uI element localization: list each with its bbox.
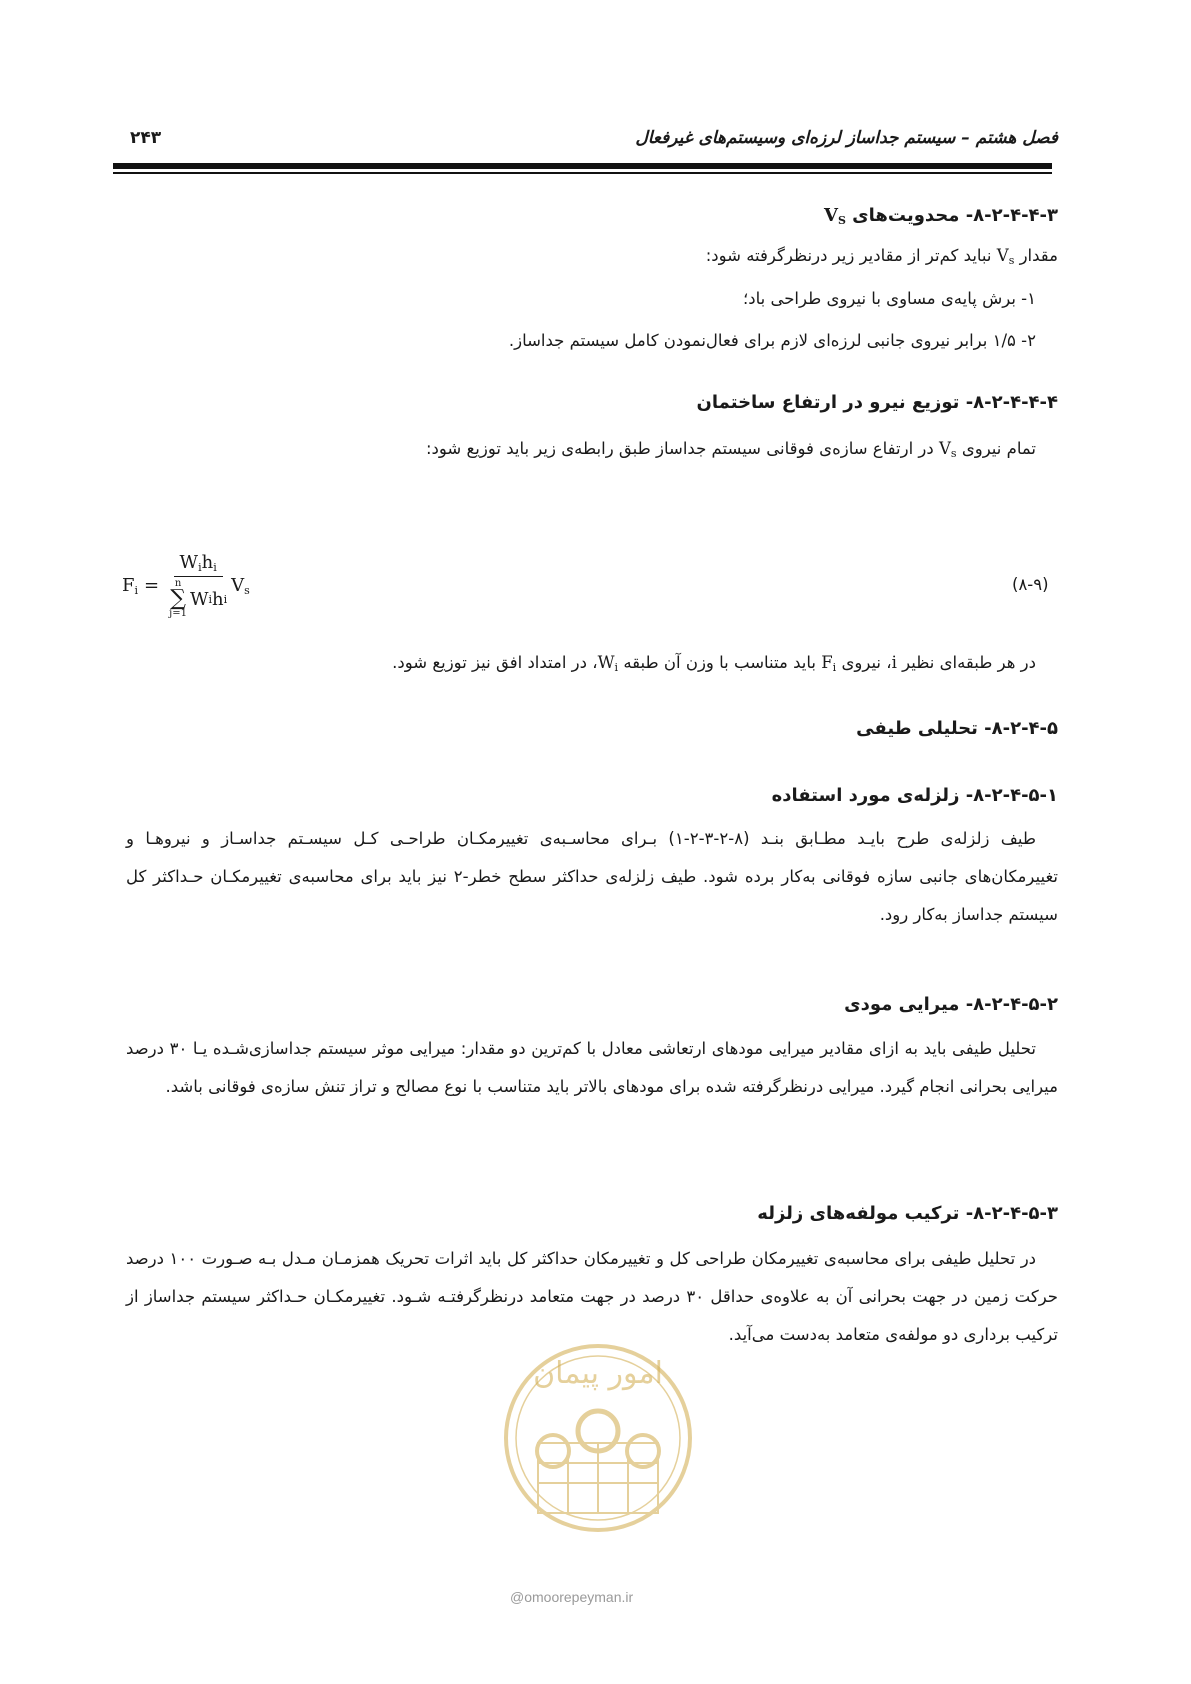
header-rule-thin xyxy=(113,172,1052,174)
paragraph-earthquake-used: طیف زلزله‌ی طرح بایـد مطـابق بنـد (۸-۲-۳-۲-۱) بـرای محاسـبه‌ی تغییرمکـان طراحـی کـل سیسـتم جداسـاز و نیروهـا و تغییرمکان‌های جانبی سازه فوقانی به‌کار برده شود. طیف زلزله‌ی حداکثر سطح خطر-۲ نیز باید برای محاسبه‌ی تغییرمکـان حـداکثر کل سیستم جداساز به‌کار رود. xyxy=(126,829,1059,924)
heading-vs-limits: ۸-۲-۴-۴-۳- محدویت‌های $V_S$ xyxy=(823,205,1058,227)
paragraph-modal-damping: تحلیل طیفی باید به ازای مقادیر میرایی مودهای ارتعاشی معادل با کم‌ترین دو مقدار: میرایی موثر سیستم جداسازی‌شـده یـا ۳۰ درصد میرایی بحرانی انجام گیرد. میرایی درنظرگرفته شده برای مودهای بالاتر باید متناسب با نوع مصالح و تراز تنش سازه‌ی فوقانی باشد. xyxy=(126,1039,1058,1096)
svg-text:امور پیمان: امور پیمان xyxy=(533,1356,663,1391)
heading-force-distribution: ۸-۲-۴-۴-۴- توزیع نیرو در ارتفاع ساختمان xyxy=(696,392,1058,413)
watermark-url: @omoorepeyman.ir xyxy=(510,1589,634,1605)
force-distribution-text: تمام نیروی $V_s$ در ارتفاع سازه‌ی فوقانی سیستم جداساز طبق رابطه‌ی زیر باید توزیع شود: xyxy=(425,439,1036,460)
formula-tail: $V_s$ xyxy=(231,574,250,597)
vs-symbol: $V_S$ xyxy=(823,205,846,227)
header-rule-thick xyxy=(113,163,1052,169)
story-force-text: در هر طبقه‌ای نظیر i، نیروی $F_i$ باید متناسب با وزن آن طبقه $W_i،$ در امتداد افق نیز توزیع شود. xyxy=(392,653,1036,674)
list-item-2: ۲- ۱/۵ برابر نیروی جانبی لرزه‌ای لازم برای فعال‌نمودن کامل سیستم جداساز. xyxy=(508,331,1036,350)
vs-intro: مقدار $V_s$ نباید کم‌تر از مقادیر زیر درنظرگرفته شود: xyxy=(705,246,1058,267)
formula-lhs: $F_i$ xyxy=(122,574,139,597)
watermark-logo-icon xyxy=(493,1323,703,1583)
paragraph-component-combination: در تحلیل طیفی برای محاسبه‌ی تغییرمکان طراحی کل و تغییرمکان حداکثر کل باید اثرات تحریک همزمـان مـدل بـه صـورت ۱۰۰ درصد حرکت زمین در جهت بحرانی آن به علاوه‌ی حداقل ۳۰ درصد در جهت متعامد درنظرگرفتـه شـود. تغییرمکـان حـداکثر سیستم جداساز از ترکیب برداری دو مولفه‌ی متعامد به‌دست می‌آید. xyxy=(126,1249,1058,1344)
formula-fraction xyxy=(169,552,227,619)
heading-modal-damping: ۸-۲-۴-۵-۲- میرایی مودی xyxy=(844,994,1058,1015)
heading-spectral-analysis: ۸-۲-۴-۵- تحلیلی طیفی xyxy=(856,718,1058,739)
heading-earthquake-used: ۸-۲-۴-۵-۱- زلزله‌ی مورد استفاده xyxy=(771,785,1058,806)
formula-denominator: n ∑ j=1 W i h i xyxy=(169,578,228,619)
page-number: ۲۴۳ xyxy=(130,128,162,148)
heading-component-combination: ۸-۲-۴-۵-۳- ترکیب مولفه‌های زلزله xyxy=(757,1203,1058,1224)
formula-numerator: $W_ih_i$ xyxy=(174,552,223,577)
formula-8-9: $F_i$ = $W_ih_i$ n ∑ j=1 W i h i $V_s$ xyxy=(122,552,250,619)
list-item-1: ۱- برش پایه‌ی مساوی با نیروی طراحی باد؛ xyxy=(743,289,1036,308)
sigma-symbol: n ∑ j=1 xyxy=(169,578,187,619)
equation-number: (۸-۹) xyxy=(1012,575,1049,594)
chapter-title: فصل هشتم – سیستم جداساز لرزه‌ای وسیستم‌های غیرفعال xyxy=(635,128,1058,148)
